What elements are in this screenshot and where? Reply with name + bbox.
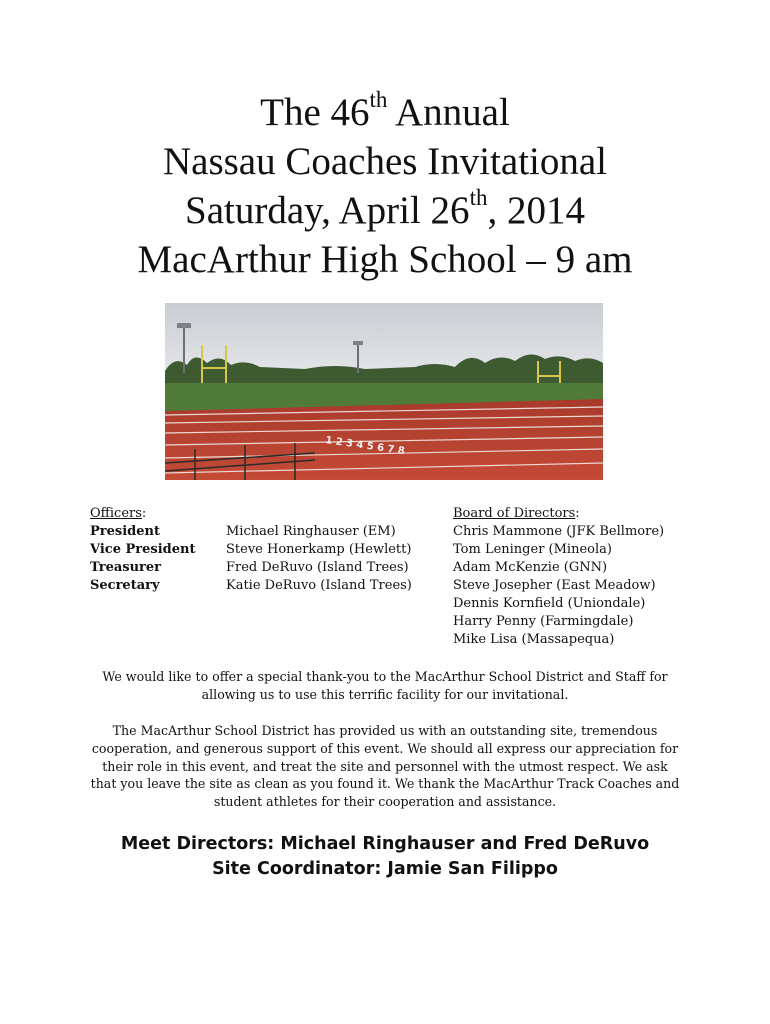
title-line-edition: The 46th Annual bbox=[260, 87, 510, 134]
board-heading: Board of Directors: bbox=[453, 506, 580, 521]
officer-role: Vice President bbox=[90, 542, 196, 557]
board-member: Steve Josepher (East Meadow) bbox=[453, 578, 656, 593]
track-photo-illustration bbox=[165, 303, 603, 480]
officer-name: Fred DeRuvo (Island Trees) bbox=[226, 560, 409, 575]
officer-name: Katie DeRuvo (Island Trees) bbox=[226, 578, 412, 593]
officer-role: President bbox=[90, 524, 160, 539]
event-title bbox=[0, 88, 770, 284]
board-member: Chris Mammone (JFK Bellmore) bbox=[453, 524, 665, 539]
meet-staff-footer bbox=[0, 832, 770, 882]
board-member: Mike Lisa (Massapequa) bbox=[453, 632, 615, 647]
officer-role: Treasurer bbox=[90, 560, 162, 575]
officer-role: Secretary bbox=[90, 578, 160, 593]
title-line-date: Saturday, April 26th, 2014 bbox=[185, 185, 585, 232]
district-paragraph: The MacArthur School District has provided us with an outstanding site, tremendous cooperation, and generous support of this event. We should all express our appreciation for their role in this event, and treat the site and personnel with the utmost respect. We ask that you leave the site as clean as you found it. We thank the MacArthur Track Coaches and student athletes for their cooperation and assistance. bbox=[90, 723, 680, 810]
officers-heading: Officers: bbox=[90, 506, 147, 521]
officer-name: Michael Ringhauser (EM) bbox=[226, 524, 396, 539]
board-member: Harry Penny (Farmingdale) bbox=[453, 614, 634, 629]
svg-text:1 2 3 4 5 6 7 8: 1 2 3 4 5 6 7 8 bbox=[324, 435, 406, 458]
title-line-venue-time: MacArthur High School – 9 am bbox=[137, 238, 633, 281]
board-member: Tom Leninger (Mineola) bbox=[453, 542, 612, 557]
officer-name: Steve Honerkamp (Hewlett) bbox=[226, 542, 412, 557]
meet-directors-line: Meet Directors: Michael Ringhauser and Fred DeRuvo bbox=[120, 834, 650, 854]
board-member: Dennis Kornfield (Uniondale) bbox=[453, 596, 646, 611]
track-stadium-photo bbox=[165, 303, 603, 480]
title-line-event-name: Nassau Coaches Invitational bbox=[162, 140, 608, 183]
board-of-directors-column bbox=[453, 505, 753, 649]
board-member: Adam McKenzie (GNN) bbox=[453, 560, 608, 575]
officer-names-column bbox=[226, 523, 446, 595]
thanks-paragraph: We would like to offer a special thank-you to the MacArthur School District and Staff for allowing us to use this terrific facility for our invitational. bbox=[102, 669, 668, 702]
officer-roles-column bbox=[90, 505, 225, 595]
site-coordinator-line: Site Coordinator: Jamie San Filippo bbox=[212, 859, 558, 879]
